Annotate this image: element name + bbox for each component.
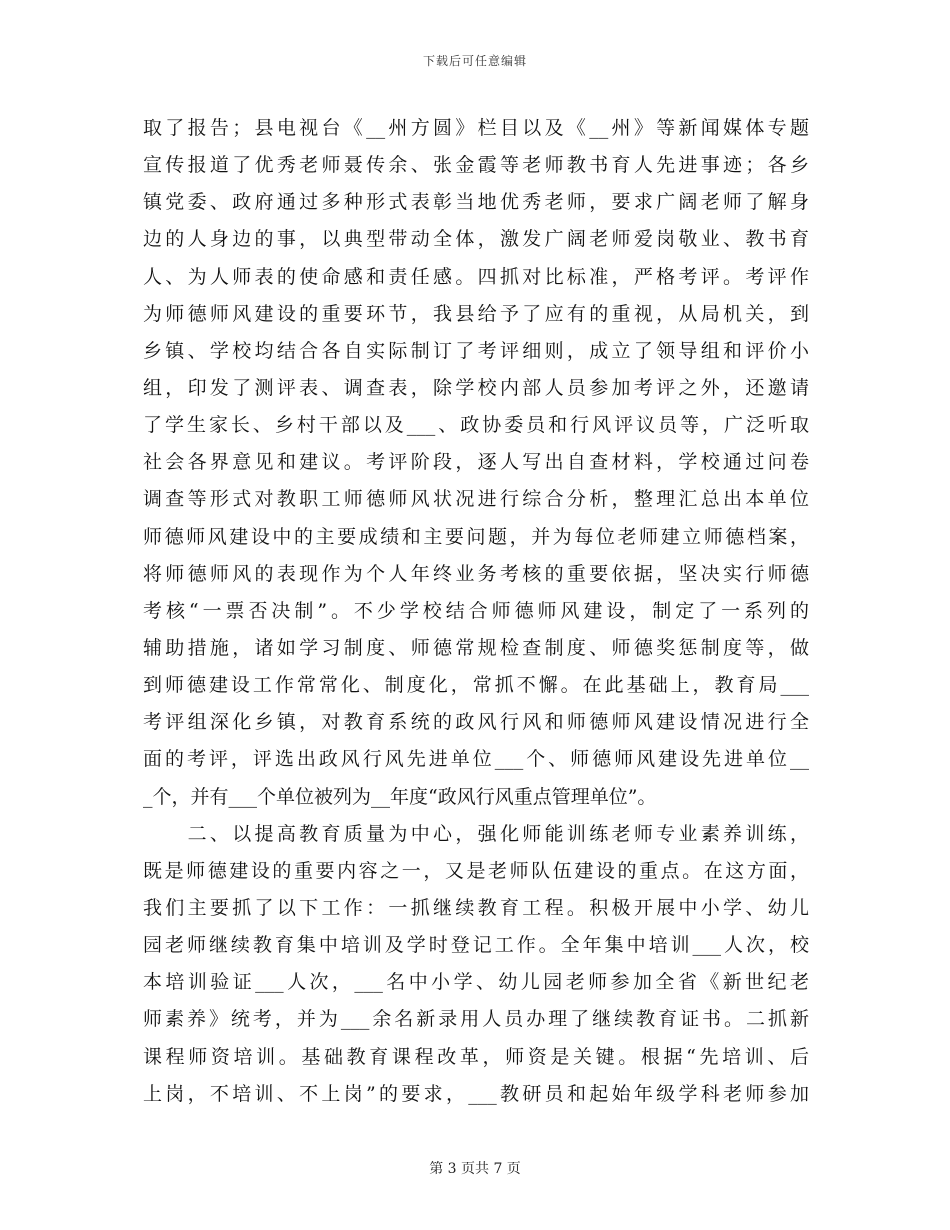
text-line: 了学生家长、乡村干部以及___、政协委员和行风评议员等，广泛听取 (143, 414, 809, 437)
text-line: 边的人身边的事，以典型带动全体，激发广阔老师爱岗敬业、教书育 (143, 228, 809, 251)
text-line: 上岗，不培训、不上岗”的要求，___教研员和起始年级学科老师参加 (143, 1082, 809, 1105)
text-line: 镇党委、政府通过多种形式表彰当地优秀老师，要求广阔老师了解身 (143, 191, 809, 214)
text-line: 面的考评，评选出政风行风先进单位___个、师德师风建设先进单位__ (143, 748, 809, 771)
text-line: 辅助措施，诸如学习制度、师德常规检查制度、师德奖惩制度等，做 (143, 636, 809, 659)
text-line: 取了报告；县电视台《__州方圆》栏目以及《__州》等新闻媒体专题 (143, 117, 809, 139)
text-line: 师素养》统考，并为___余名新录用人员办理了继续教育证书。二抓新 (143, 1008, 809, 1031)
text-line: 本培训验证___人次，___名中小学、幼儿园老师参加全省《新世纪老 (143, 971, 809, 994)
text-line: 乡镇、学校均结合各自实际制订了考评细则，成立了领导组和评价小 (143, 339, 809, 362)
text-line: 师德师风建设中的主要成绩和主要问题，并为每位老师建立师德档案， (143, 525, 809, 548)
text-line: 宣传报道了优秀老师聂传余、张金霞等老师教书育人先进事迹；各乡 (143, 154, 809, 177)
text-line: 考核“一票否决制”。不少学校结合师德师风建设，制定了一系列的 (143, 599, 809, 622)
text-line: 组，印发了测评表、调查表，除学校内部人员参加考评之外，还邀请 (143, 376, 809, 399)
text-line: _个，并有___个单位被列为__年度“政风行风重点管理单位”。 (143, 785, 657, 808)
text-line: 园老师继续教育集中培训及学时登记工作。全年集中培训___人次，校 (143, 934, 809, 957)
text-line: 为师德师风建设的重要环节，我县给予了应有的重视，从局机关，到 (143, 302, 809, 325)
text-line: 社会各界意见和建议。考评阶段，逐人写出自查材料，学校通过问卷 (143, 451, 809, 474)
text-line: 课程师资培训。基础教育课程改革，师资是关键。根据“先培训、后 (143, 1045, 809, 1068)
text-line: 我们主要抓了以下工作：一抓继续教育工程。积极开展中小学、幼儿 (143, 896, 809, 919)
body-text (143, 110, 809, 1113)
text-line: 将师德师风的表现作为个人年终业务考核的重要依据，坚决实行师德 (143, 562, 809, 585)
text-line: 考评组深化乡镇，对教育系统的政风行风和师德师风建设情况进行全 (143, 711, 809, 734)
text-line: 调查等形式对教职工师德师风状况进行综合分析，整理汇总出本单位 (143, 488, 809, 511)
text-line: 到师德建设工作常常化、制度化，常抓不懈。在此基础上，教育局___ (143, 674, 809, 697)
page-number: 第 3 页共 7 页 (429, 1161, 521, 1177)
text-line: 人、为人师表的使命感和责任感。四抓对比标准，严格考评。考评作 (143, 265, 809, 288)
text-line: 既是师德建设的重要内容之一，又是老师队伍建设的重点。在这方面， (143, 859, 809, 882)
text-line: 二、以提高教育质量为中心，强化师能训练老师专业素养训练， (143, 822, 809, 845)
page-header: 下载后可任意编辑 (422, 54, 527, 68)
